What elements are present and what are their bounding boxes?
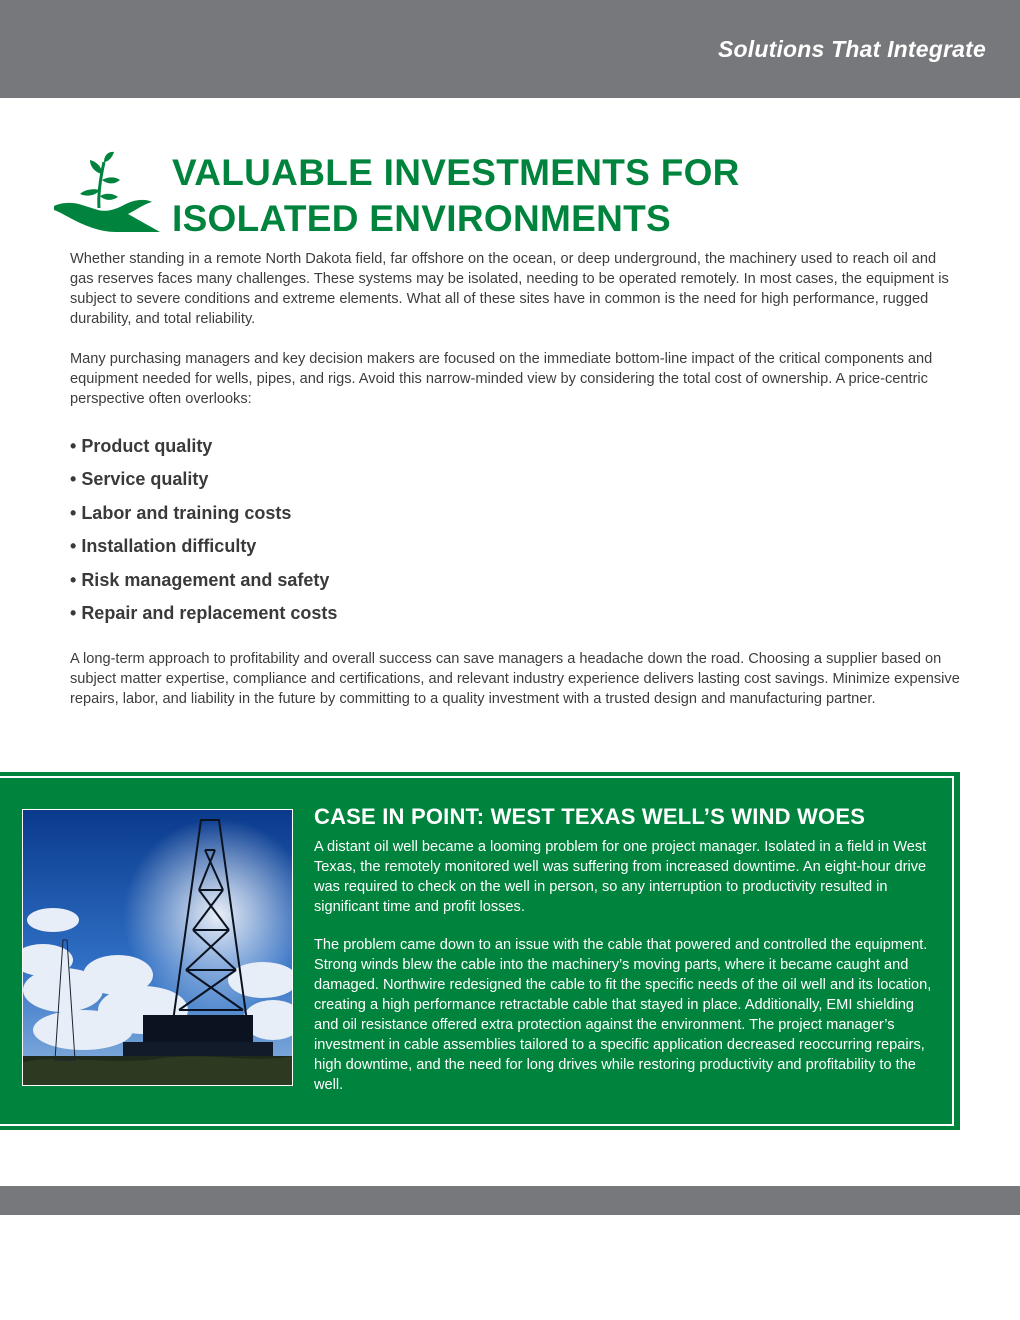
closing-paragraph: A long-term approach to profitability and overall success can save managers a headache down the road. Choosing a supplier based on subject matter expertise, compliance and certifications, and relevant industry experience delivers lasting cost savings. Minimize expensive repairs, labor, and liability in the future by committing to a quality investment with a trusted design and manufacturing partner. (70, 651, 960, 707)
case-study-title: CASE IN POINT: WEST TEXAS WELL’S WIND WOES (314, 804, 866, 829)
case-study-paragraph-2: The problem came down to an issue with the cable that powered and controlled the equipment. Strong winds blew the cable into the machinery’s moving parts, where it became caught and damaged. Northwire redesigned the cable to fit the specific needs of the oil well and its location, creating a high performance retractable cable that stayed in place. Additionally, EMI shielding and oil resistance offered extra protection against the environment. The project manager’s investment in cable assemblies tailored to a specific application decreased reoccurring repairs, high downtime, and the need for long drives while restoring productivity and profitability to the well. (314, 937, 932, 1093)
oil-rig-photo (22, 809, 293, 1086)
case-study-paragraph-1: A distant oil well became a looming problem for one project manager. Isolated in a field in West Texas, the remotely monitored well was suffering from increased downtime. An eight-hour drive was required to check on the well in person, so any interruption to productivity resulted in significant time and profit losses. (314, 839, 927, 915)
footer-bar (0, 1186, 1020, 1215)
header-bar (0, 0, 1020, 98)
headline-line-1: VALUABLE INVESTMENTS FOR (172, 152, 740, 193)
list-item: • Installation difficulty (70, 530, 337, 563)
header-tagline: Solutions That Integrate (717, 36, 986, 62)
list-item: • Product quality (70, 430, 337, 463)
hand-holding-plant-icon (52, 150, 162, 236)
page-headline (172, 150, 740, 242)
overlooked-factors-list (70, 430, 337, 630)
list-item: • Labor and training costs (70, 497, 337, 530)
headline-line-2: ISOLATED ENVIRONMENTS (172, 198, 671, 239)
intro-paragraph-2: Many purchasing managers and key decision makers are focused on the immediate bottom-line impact of the critical components and equipment needed for wells, pipes, and rigs. Avoid this narrow-minded view by considering the total cost of ownership. A price-centric perspective often overlooks: (70, 351, 933, 407)
list-item: • Repair and replacement costs (70, 597, 337, 630)
intro-paragraph-1: Whether standing in a remote North Dakota field, far offshore on the ocean, or deep underground, the machinery used to reach oil and gas reserves faces many challenges. These systems may be isolated, needing to be operated remotely. In most cases, the equipment is subject to severe conditions and extreme elements. What all of these sites have in common is the need for high performance, rugged durability, and total reliability. (70, 251, 949, 327)
list-item: • Risk management and safety (70, 564, 337, 597)
list-item: • Service quality (70, 463, 337, 496)
